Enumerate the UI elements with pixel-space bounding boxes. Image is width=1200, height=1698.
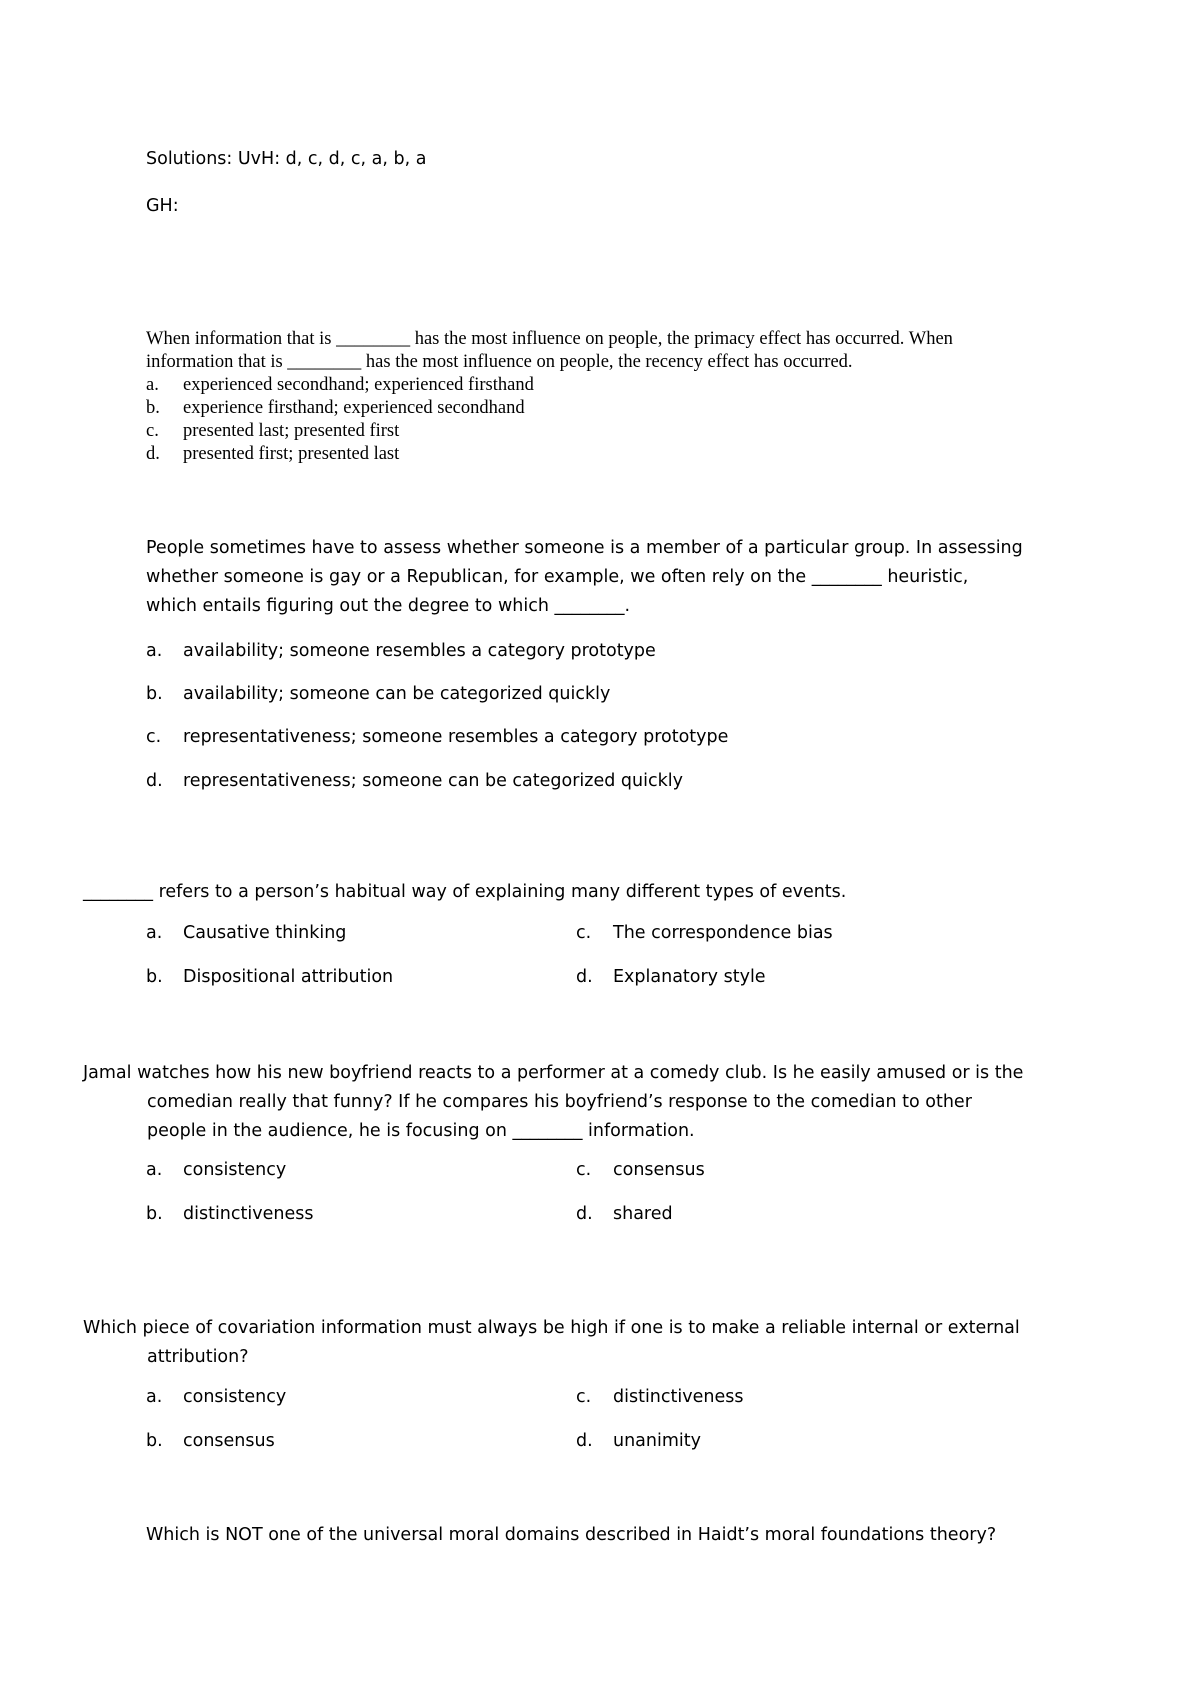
- question-5-option-b: b. consensus: [146, 1431, 275, 1451]
- question-1-option-c: c. presented last; presented first: [146, 421, 400, 441]
- question-4-option-c: c. consensus: [576, 1160, 705, 1180]
- question-1-stem-line: information that is ________ has the most influence on people, the recency effect has occurred.: [146, 352, 853, 372]
- question-2-stem: [146, 534, 1023, 621]
- question-5-stem: [83, 1314, 1020, 1372]
- question-2-stem-line: whether someone is gay or a Republican, for example, we often rely on the ________ heuristic,: [146, 567, 969, 587]
- question-3-stem: [83, 878, 846, 907]
- question-4-stem-line: Jamal watches how his new boyfriend reacts to a performer at a comedy club. Is he easily amused or is the: [83, 1063, 1024, 1083]
- question-2-option-a: a. availability; someone resembles a category prototype: [146, 641, 656, 661]
- question-3-option-d: d. Explanatory style: [576, 967, 766, 987]
- question-2-stem-line: which entails figuring out the degree to which ________.: [146, 596, 631, 616]
- question-4-option-a: a. consistency: [146, 1160, 287, 1180]
- question-1-options: [146, 374, 534, 466]
- question-5-stem-line: attribution?: [147, 1347, 249, 1367]
- question-1-stem-line: When information that is ________ has the most influence on people, the primacy effect has occurred. When: [146, 329, 953, 349]
- question-5-option-a: a. consistency: [146, 1387, 287, 1407]
- question-3-stem-line: ________ refers to a person’s habitual way of explaining many different types of events.: [83, 882, 847, 902]
- question-1-stem: [146, 328, 953, 374]
- gh-label: GH:: [146, 196, 179, 216]
- question-6-stem: [146, 1521, 996, 1550]
- question-6-stem-line: Which is NOT one of the universal moral domains described in Haidt’s moral foundations theory?: [146, 1525, 997, 1545]
- question-5-option-c: c. distinctiveness: [576, 1387, 744, 1407]
- question-4-option-d: d. shared: [576, 1204, 673, 1224]
- question-5-stem-line: Which piece of covariation information must always be high if one is to make a reliable internal or external: [83, 1318, 1020, 1338]
- question-3-option-b: b. Dispositional attribution: [146, 967, 394, 987]
- solutions-line: Solutions: UvH: d, c, d, c, a, b, a: [146, 149, 427, 169]
- question-4-stem: [83, 1059, 1023, 1146]
- question-3-option-c: c. The correspondence bias: [576, 923, 833, 943]
- question-2-stem-line: People sometimes have to assess whether someone is a member of a particular group. In assessing: [146, 538, 1023, 558]
- question-4-stem-line: comedian really that funny? If he compares his boyfriend’s response to the comedian to other: [147, 1092, 972, 1112]
- question-4-stem-line: people in the audience, he is focusing on ________ information.: [147, 1121, 695, 1141]
- question-1-option-a: a. experienced secondhand; experienced firsthand: [146, 375, 534, 395]
- question-4-option-b: b. distinctiveness: [146, 1204, 314, 1224]
- question-3-option-a: a. Causative thinking: [146, 923, 347, 943]
- question-5-option-d: d. unanimity: [576, 1431, 701, 1451]
- question-1-option-d: d. presented first; presented last: [146, 444, 400, 464]
- question-2-option-b: b. availability; someone can be categorized quickly: [146, 684, 611, 704]
- question-2-option-c: c. representativeness; someone resembles a category prototype: [146, 727, 729, 747]
- question-2-option-d: d. representativeness; someone can be categorized quickly: [146, 771, 683, 791]
- question-1-option-b: b. experience firsthand; experienced secondhand: [146, 398, 525, 418]
